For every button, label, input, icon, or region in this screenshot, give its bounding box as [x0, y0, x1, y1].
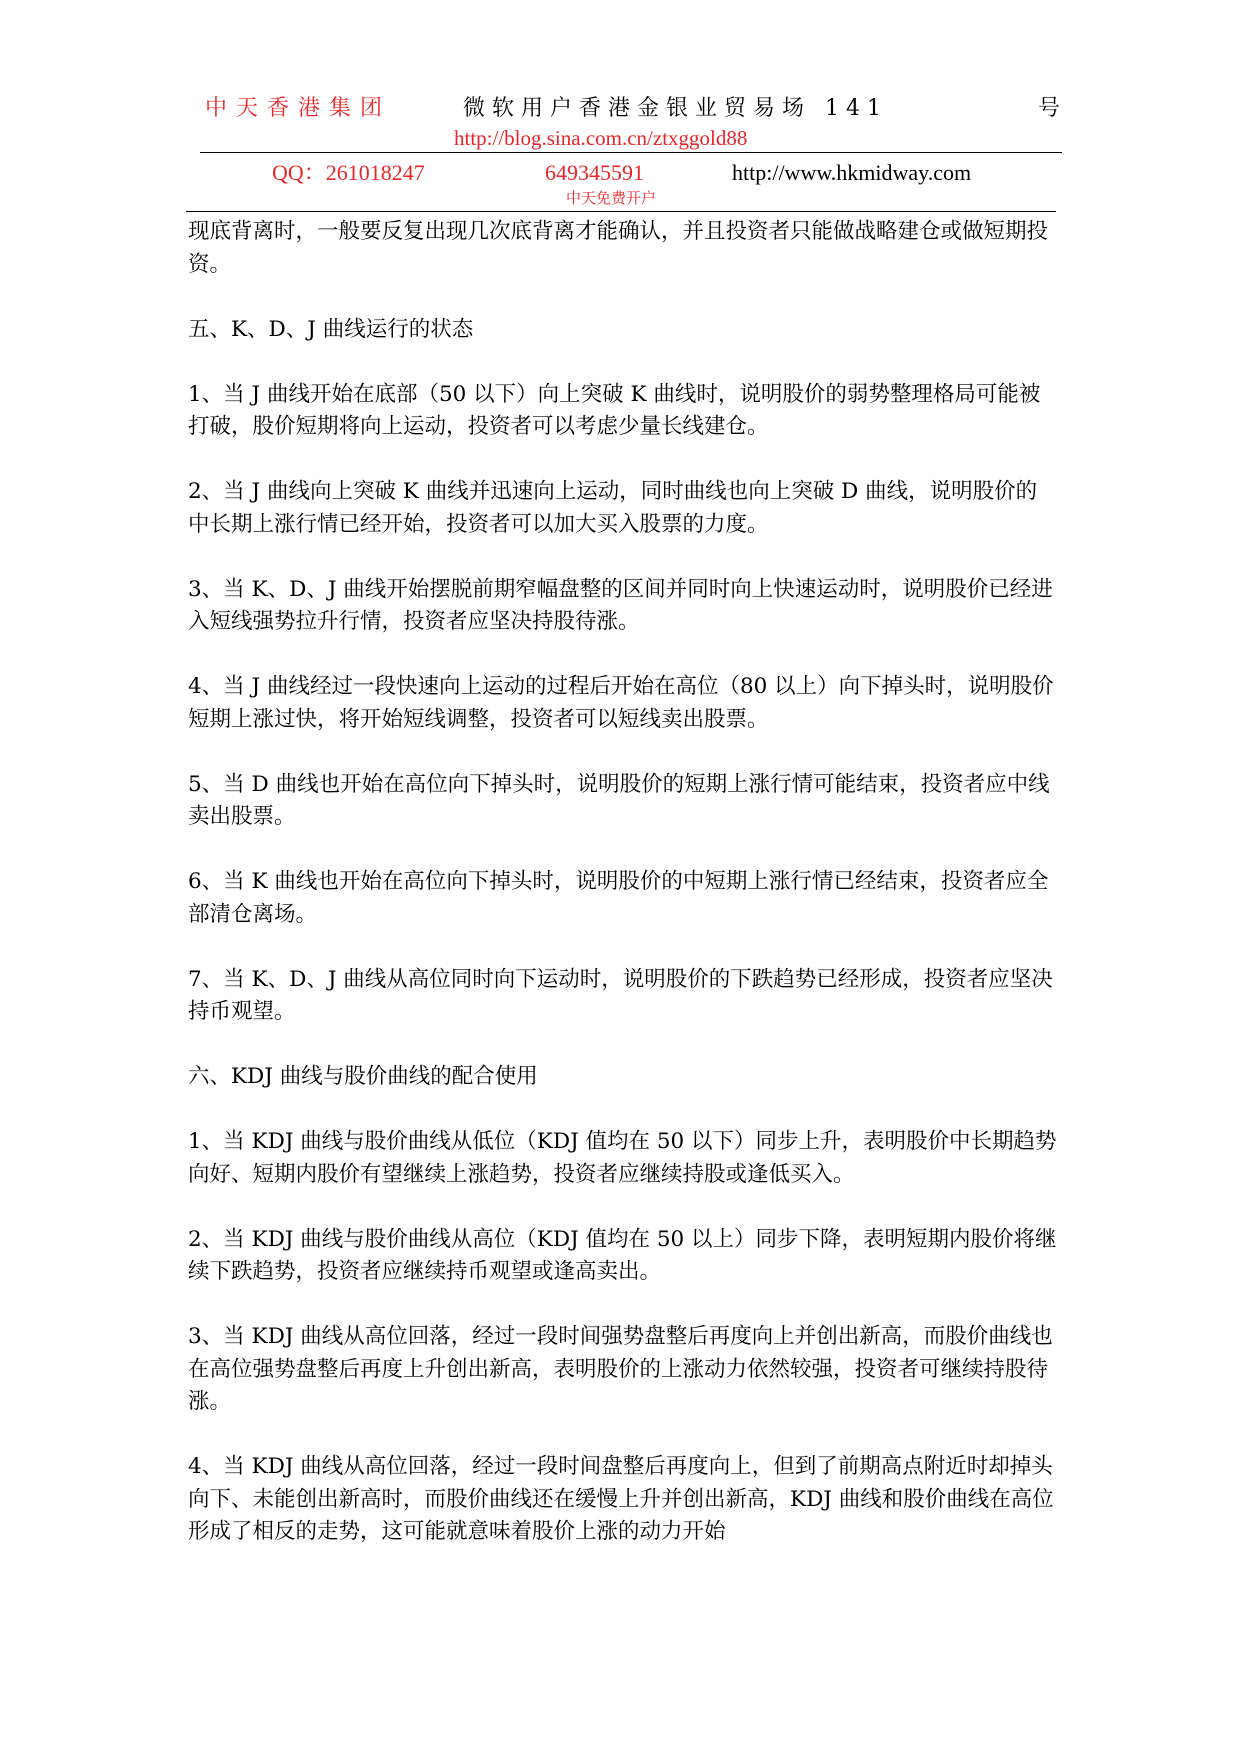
qq-number: QQ：261018247	[272, 160, 425, 185]
free-account-link[interactable]: 中天免费开户	[566, 189, 657, 207]
section-5-item-3: 3、当 K、D、J 曲线开始摆脱前期窄幅盘整的区间并同时向上快速运动时，说明股价已经进入短线强势拉升行情，投资者应坚决持股待涨。	[188, 576, 1053, 634]
qq-number-secondary: 649345591	[545, 160, 644, 185]
page-header	[0, 0, 1241, 220]
header-divider-bottom	[186, 211, 1056, 212]
section-heading-5: 五、K、D、J 曲线运行的状态	[188, 316, 474, 342]
address-suffix: 号	[1037, 96, 1060, 121]
section-5-item-1: 1、当 J 曲线开始在底部（50 以下）向上突破 K 曲线时，说明股价的弱势整理格局可能被打破，股价短期将向上运动，投资者可以考虑少量长线建仓。	[188, 381, 1041, 439]
section-6-item-4: 4、当 KDJ 曲线从高位回落，经过一段时间盘整后再度向上，但到了前期高点附近时却掉头向下、未能创出新高时，而股价曲线还在缓慢上升并创出新高，KDJ 曲线和股价曲线在高位形成了相反的走势，这可能就意味着股价上涨的动力开始	[188, 1454, 1054, 1544]
paragraph-continuation: 现底背离时，一般要反复出现几次底背离才能确认，并且投资者只能做战略建仓或做短期投资。	[188, 219, 1049, 277]
website-url[interactable]: http://www.hkmidway.com	[732, 160, 972, 185]
section-5-item-2: 2、当 J 曲线向上突破 K 曲线并迅速向上运动，同时曲线也向上突破 D 曲线，说明股价的中长期上涨行情已经开始，投资者可以加大买入股票的力度。	[188, 479, 1038, 537]
section-6-item-3: 3、当 KDJ 曲线从高位回落，经过一段时间强势盘整后再度向上并创出新高，而股价曲线也在高位强势盘整后再度上升创出新高，表明股价的上涨动力依然较强，投资者可继续持股待涨。	[188, 1324, 1053, 1414]
company-name: 中天香港集团	[205, 96, 392, 121]
section-5-item-4: 4、当 J 曲线经过一段快速向上运动的过程后开始在高位（80 以上）向下掉头时，说明股价短期上涨过快，将开始短线调整，投资者可以短线卖出股票。	[188, 674, 1054, 732]
section-6-item-1: 1、当 KDJ 曲线与股价曲线从低位（KDJ 值均在 50 以下）同步上升，表明股价中长期趋势向好、短期内股价有望继续上涨趋势，投资者应继续持股或逢低买入。	[188, 1129, 1057, 1187]
document-body	[188, 216, 1058, 1581]
section-6-item-2: 2、当 KDJ 曲线与股价曲线从高位（KDJ 值均在 50 以上）同步下降，表明短期内股价将继续下跌趋势，投资者应继续持币观望或逢高卖出。	[188, 1226, 1057, 1284]
header-row-1	[205, 92, 1060, 126]
company-address: 微软用户香港金银业贸易场 141	[463, 96, 888, 121]
blog-url[interactable]: http://blog.sina.com.cn/ztxggold88	[454, 126, 748, 150]
section-5-item-7: 7、当 K、D、J 曲线从高位同时向下运动时，说明股价的下跌趋势已经形成，投资者应坚决持币观望。	[188, 966, 1053, 1024]
header-divider-top	[200, 152, 1062, 153]
section-5-item-5: 5、当 D 曲线也开始在高位向下掉头时，说明股价的短期上涨行情可能结束，投资者应中线卖出股票。	[188, 771, 1050, 829]
section-heading-6: 六、KDJ 曲线与股价曲线的配合使用	[188, 1064, 538, 1089]
header-row-2	[0, 158, 1241, 188]
section-5-item-6: 6、当 K 曲线也开始在高位向下掉头时，说明股价的中短期上涨行情已经结束，投资者应全部清仓离场。	[188, 869, 1049, 927]
